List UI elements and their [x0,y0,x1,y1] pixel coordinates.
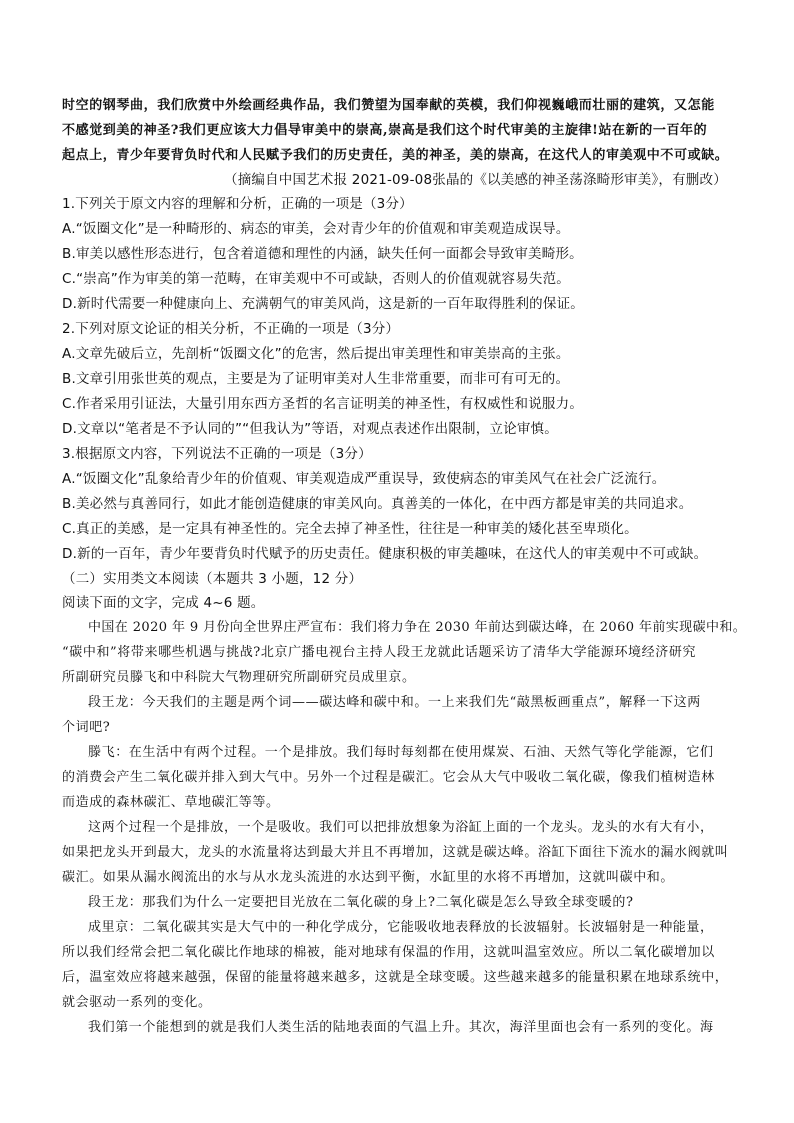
passage2-line-1: 中国在 2020 年 9 月份向全世界庄严宣布：我们将力争在 2030 年前达到碳达峰，在 2060 年前实现碳中和。 [88,620,747,635]
passage2-line-4: 段王龙：今天我们的主题是两个词——碳达峰和碳中和。一上来我们先“敲黑板画重点”，解释一下这两 [88,695,701,710]
passage2-line-5: 个词吧? [62,720,111,735]
passage2-line-17: 我们第一个能想到的就是我们人类生活的陆地表面的气温上升。其次，海洋里面也会有一系列的变化。海 [88,1020,714,1035]
passage2-line-2: “碳中和”将带来哪些机遇与挑战?北京广播电视台主持人段王龙就此话题采访了清华大学能源环境经济研究 [62,645,697,660]
passage2-line-10: 如果把龙头开到最大，龙头的水流量将达到最大并且不再增加，这就是碳达峰。浴缸下面往下流水的漏水阀就叫 [62,845,729,860]
passage2-line-11: 碳汇。如果从漏水阀流出的水与从水龙头流进的水达到平衡，水缸里的水将不再增加，这就叫碳中和。 [62,870,675,885]
passage2-line-8: 而造成的森林碳汇、草地碳汇等等。 [62,795,280,810]
passage2-line-6: 滕飞：在生活中有两个过程。一个是排放。我们每时每刻都在使用煤炭、石油、天然气等化学能源，它们 [88,745,714,760]
question-3-option-c: C.真正的美感，是一定具有神圣性的。完全去掉了神圣性，往往是一种审美的矮化甚至卑琐化。 [62,521,638,537]
question-3-option-d: D.新的一百年，青少年要背负时代赋予的历史责任。健康积极的审美趣味，在这代人的审美观中不可或缺。 [62,546,708,562]
question-3-option-b: B.美必然与真善同行，如此才能创造健康的审美风向。真善美的一体化，在中西方都是审美的共同追求。 [62,496,693,512]
passage2-line-9: 这两个过程一个是排放，一个是吸收。我们可以把排放想象为浴缸上面的一个龙头。龙头的水有大有小， [88,820,714,835]
source-citation: （摘编自中国艺术报 2021-09-08张晶的《以美感的神圣荡涤畸形审美》，有删改） [224,172,727,188]
question-1-option-d: D.新时代需要一种健康向上、充满朝气的审美风尚，这是新的一百年取得胜利的保证。 [62,296,584,312]
question-2-option-c: C.作者采用引证法，大量引用东西方圣哲的名言证明美的神圣性，有权威性和说服力。 [62,396,584,412]
passage2-line-12: 段王龙：那我们为什么一定要把目光放在二氧化碳的身上?二氧化碳是怎么导致全球变暖的? [88,895,634,910]
question-2-option-b: B.文章引用张世英的观点，主要是为了证明审美对人生非常重要，而非可有可无的。 [62,371,570,387]
section-2-heading: （二）实用类文本阅读（本题共 3 小题，12 分） [62,571,363,587]
passage1-line-2: 不感觉到美的神圣?我们更应该大力倡导审美中的崇高,崇高是我们这个时代审美的主旋律!站在新的一百年的 [62,123,708,138]
question-1-option-a: A.“饭圈文化”是一种畸形的、病态的审美，会对青少年的价值观和审美观造成误导。 [62,221,570,237]
question-1-option-c: C.“崇高”作为审美的第一范畴，在审美观中不可或缺，否则人的价值观就容易失范。 [62,271,571,287]
passage1-line-1: 时空的钢琴曲，我们欣赏中外绘画经典作品，我们赞望为国奉献的英模，我们仰视巍峨而壮丽的建筑，又怎能 [62,98,715,113]
question-2-stem: 2.下列对原文论证的相关分析，不正确的一项是（3分） [62,321,400,337]
question-1-option-b: B.审美以感性形态进行，包含着道德和理性的内涵，缺失任何一面都会导致审美畸形。 [62,246,583,262]
passage1-line-3: 起点上，青少年要背负时代和人民赋予我们的历史责任，美的神圣，美的崇高，在这代人的审美观中不可或缺。 [62,148,729,163]
question-3-option-a: A.“饭圈文化”乱象给青少年的价值观、审美观造成严重误导，致使病态的审美风气在社会广泛流行。 [62,471,666,487]
passage2-line-13: 成里京：二氧化碳其实是大气中的一种化学成分，它能吸收地表释放的长波辐射。长波辐射是一种能量， [88,920,714,935]
passage2-line-3: 所副研究员滕飞和中科院大气物理研究所副研究员成里京。 [62,670,416,685]
passage2-line-14: 所以我们经常会把二氧化碳比作地球的棉被，能对地球有保温的作用，这就叫温室效应。所以二氧化碳增加以 [62,945,715,960]
passage2-line-16: 就会驱动一系列的变化。 [62,995,212,1010]
passage2-line-7: 的消费会产生二氧化碳并排入到大气中。另外一个过程是碳汇。它会从大气中吸收二氧化碳，像我们植树造林 [62,770,715,785]
question-2-option-d: D.文章以“笔者是不予认同的”“但我认为”等语，对观点表述作出限制，立论审慎。 [62,421,558,437]
section-2-instruction: 阅读下面的文字，完成 4~6 题。 [62,595,265,611]
question-1-stem: 1.下列关于原文内容的理解和分析，正确的一项是（3分） [62,196,413,212]
question-2-option-a: A.文章先破后立，先剖析“饭圈文化”的危害，然后提出审美理性和审美崇高的主张。 [62,346,570,362]
passage2-line-15: 后，温室效应将越来越强，保留的能量将越来越多，这就是全球变暖。这些越来越多的能量积累在地球系统中， [62,970,729,985]
question-3-stem: 3.根据原文内容，下列说法不正确的一项是（3分） [62,446,372,462]
